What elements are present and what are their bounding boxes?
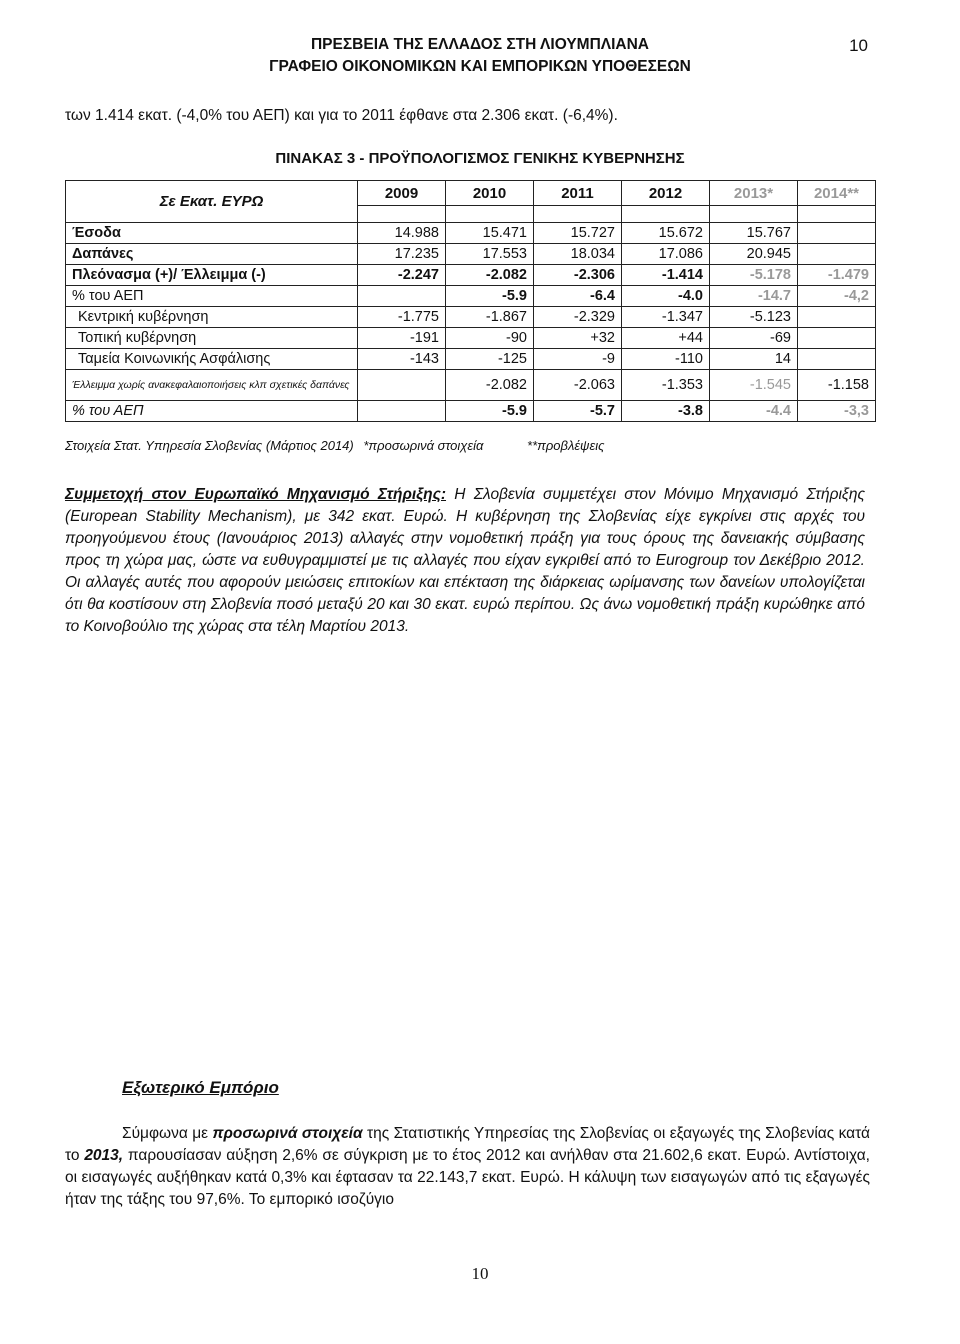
- table-cell: -2.329: [534, 307, 622, 328]
- year-header: 2009: [358, 181, 446, 206]
- source-text: Στοιχεία Στατ. Υπηρεσία Σλοβενίας (Μάρτιος 2014): [65, 438, 354, 453]
- table-cell: [798, 244, 876, 265]
- table-cell: -191: [358, 328, 446, 349]
- table-cell: [798, 223, 876, 244]
- row-label: Έλλειμμα χωρίς ανακεφαλαιοποιήσεις κλπ σχετικές δαπάνες: [66, 370, 358, 401]
- table-cell: 17.235: [358, 244, 446, 265]
- table-cell: -5.9: [446, 286, 534, 307]
- year-header: 2012: [622, 181, 710, 206]
- year-header: 2010: [446, 181, 534, 206]
- row-label: Τοπική κυβέρνηση: [66, 328, 358, 349]
- table-cell: -1.158: [798, 370, 876, 401]
- table-row: [66, 244, 876, 265]
- table-header-row: [66, 181, 876, 206]
- row-label: % του ΑΕΠ: [66, 286, 358, 307]
- table-cell: 14.988: [358, 223, 446, 244]
- table-cell: -1.347: [622, 307, 710, 328]
- table-cell: -9: [534, 349, 622, 370]
- table-cell: -14.7: [710, 286, 798, 307]
- table-row: [66, 286, 876, 307]
- table-corner-label: Σε Εκατ. ΕΥΡΩ: [66, 181, 358, 223]
- table-row: [66, 265, 876, 286]
- trade-text-1: Σύμφωνα με: [122, 1125, 209, 1142]
- table-cell: -2.082: [446, 370, 534, 401]
- row-label: Δαπάνες: [66, 244, 358, 265]
- table-cell: [798, 307, 876, 328]
- table-cell: -4.0: [622, 286, 710, 307]
- header-office: ΓΡΑΦΕΙΟ ΟΙΚΟΝΟΜΙΚΩΝ ΚΑΙ ΕΜΠΟΡΙΚΩΝ ΥΠΟΘΕΣΕΩΝ: [269, 58, 691, 75]
- table-cell: -1.867: [446, 307, 534, 328]
- table-cell: 15.471: [446, 223, 534, 244]
- table-title: ΠΙΝΑΚΑΣ 3 - ΠΡΟΫΠΟΛΟΓΙΣΜΟΣ ΓΕΝΙΚΗΣ ΚΥΒΕΡΝΗΣΗΣ: [275, 150, 685, 167]
- table-cell: -3.8: [622, 401, 710, 422]
- trade-emphasis-1: προσωρινά στοιχεία: [212, 1125, 363, 1142]
- table-cell: -2.247: [358, 265, 446, 286]
- table-cell: 17.086: [622, 244, 710, 265]
- intro-line: των 1.414 εκατ. (-4,0% του ΑΕΠ) και για το 2011 έφθανε στα 2.306 εκατ. (-6,4%).: [65, 107, 618, 124]
- year-header: 2011: [534, 181, 622, 206]
- table-cell: -6.4: [534, 286, 622, 307]
- esm-text: Η Σλοβενία συμμετέχει στον Μόνιμο Μηχανισμό Στήριξης (European Stability Mechanism), με 342 εκατ. Ευρώ. Η κυβέρνηση της Σλοβενίας είχε εγκρίνει στις αρχές του προηγούμενου έτους (Ιανουάριος 2013) αλλαγές στην νομοθετική πράξη για τους όρους της δανειακής σύμβασης προς τη χώρα μας, ώστε να ευθυγραμμιστεί με τις αλλαγές που είχαν εγκριθεί από το Eurogroup τον Δεκέβριο 2012. Οι αλλαγές αυτές που αφορούν μειώσεις επιτοκίων και επέκταση της διάρκειας ωρίμανσης των δανείων υπολογίζεται ότι θα κοστίσουν στη Σλοβενία ποσό μεταξύ 20 και 30 εκατ. ευρώ περίπου. Ως άνω νομοθετική πράξη κυρώθηκε από το Κοινοβούλιο της χώρας στα τέλη Μαρτίου 2013.: [65, 486, 865, 635]
- trade-text-3: παρουσίασαν αύξηση 2,6% σε σύγκριση με το έτος 2012 και ανήλθαν στα 21.602,6 εκατ. Ευρώ. Αντίστοιχα, οι εισαγωγές αυξήθηκαν κατά 0,3% και έφτασαν τα 22.143,7 εκατ. Ευρώ. Η κάλυψη των εισαγωγών από τις εξαγωγές ήταν της τάξης του 97,6%. Το εμπορικό ισοζύγιο: [65, 1147, 870, 1208]
- header-embassy: ΠΡΕΣΒΕΙΑ ΤΗΣ ΕΛΛΑΔΟΣ ΣΤΗ ΛΙΟΥΜΠΛΙΑΝΑ: [310, 36, 649, 53]
- table-row: [66, 223, 876, 244]
- table-cell: -5.9: [446, 401, 534, 422]
- table-cell: 20.945: [710, 244, 798, 265]
- table-cell: -125: [446, 349, 534, 370]
- table-row: [66, 328, 876, 349]
- table-cell: -5.178: [710, 265, 798, 286]
- section-title-trade: Εξωτερικό Εμπόριο: [122, 1078, 279, 1097]
- table-cell: -2.082: [446, 265, 534, 286]
- table-cell: [798, 328, 876, 349]
- table-cell: -143: [358, 349, 446, 370]
- table-cell: -5.7: [534, 401, 622, 422]
- row-label: Κεντρική κυβέρνηση: [66, 307, 358, 328]
- row-label: % του ΑΕΠ: [66, 401, 358, 422]
- table-cell: 17.553: [446, 244, 534, 265]
- table-cell: -1.353: [622, 370, 710, 401]
- trade-paragraph: [65, 1123, 870, 1211]
- table-cell: [358, 370, 446, 401]
- table-cell: -90: [446, 328, 534, 349]
- table-cell: -4.4: [710, 401, 798, 422]
- table-row: [66, 349, 876, 370]
- table-cell: -2.063: [534, 370, 622, 401]
- table-cell: [358, 286, 446, 307]
- header-page-number: 10: [849, 36, 868, 55]
- table-cell: -69: [710, 328, 798, 349]
- table-row: [66, 307, 876, 328]
- table-cell: 15.672: [622, 223, 710, 244]
- table-cell: -1.775: [358, 307, 446, 328]
- table-cell: -4,2: [798, 286, 876, 307]
- footer-page-number: 10: [471, 1264, 489, 1283]
- year-header: 2014**: [798, 181, 876, 206]
- row-label: Πλεόνασμα (+)/ Έλλειμμα (-): [66, 265, 358, 286]
- table-source-note: [65, 438, 604, 453]
- esm-lead: Συμμετοχή στον Ευρωπαϊκό Μηχανισμό Στήριξης:: [65, 486, 447, 503]
- forecast-note: **προβλέψεις: [527, 438, 605, 453]
- table-cell: -1.479: [798, 265, 876, 286]
- year-header: 2013*: [710, 181, 798, 206]
- table-cell: -110: [622, 349, 710, 370]
- table-cell: [798, 349, 876, 370]
- table-cell: +44: [622, 328, 710, 349]
- table-cell: [358, 401, 446, 422]
- trade-emphasis-2: 2013,: [84, 1147, 124, 1164]
- table-cell: -2.306: [534, 265, 622, 286]
- row-label: Έσοδα: [66, 223, 358, 244]
- table-cell: +32: [534, 328, 622, 349]
- table-cell: 15.727: [534, 223, 622, 244]
- table-cell: 18.034: [534, 244, 622, 265]
- table-row: [66, 401, 876, 422]
- budget-table: [65, 180, 876, 422]
- row-label: Ταμεία Κοινωνικής Ασφάλισης: [66, 349, 358, 370]
- table-cell: -5.123: [710, 307, 798, 328]
- provisional-note: *προσωρινά στοιχεία: [363, 438, 484, 453]
- table-cell: -1.545: [710, 370, 798, 401]
- table-cell: 15.767: [710, 223, 798, 244]
- table-row: [66, 370, 876, 401]
- table-cell: -1.414: [622, 265, 710, 286]
- table-cell: 14: [710, 349, 798, 370]
- esm-paragraph: [65, 484, 865, 638]
- trade-text-2: της Στατιστικής Υπηρεσίας της Σλοβενίας οι εξαγωγές της Σλοβενίας κατά το: [65, 1125, 871, 1164]
- table-cell: -3,3: [798, 401, 876, 422]
